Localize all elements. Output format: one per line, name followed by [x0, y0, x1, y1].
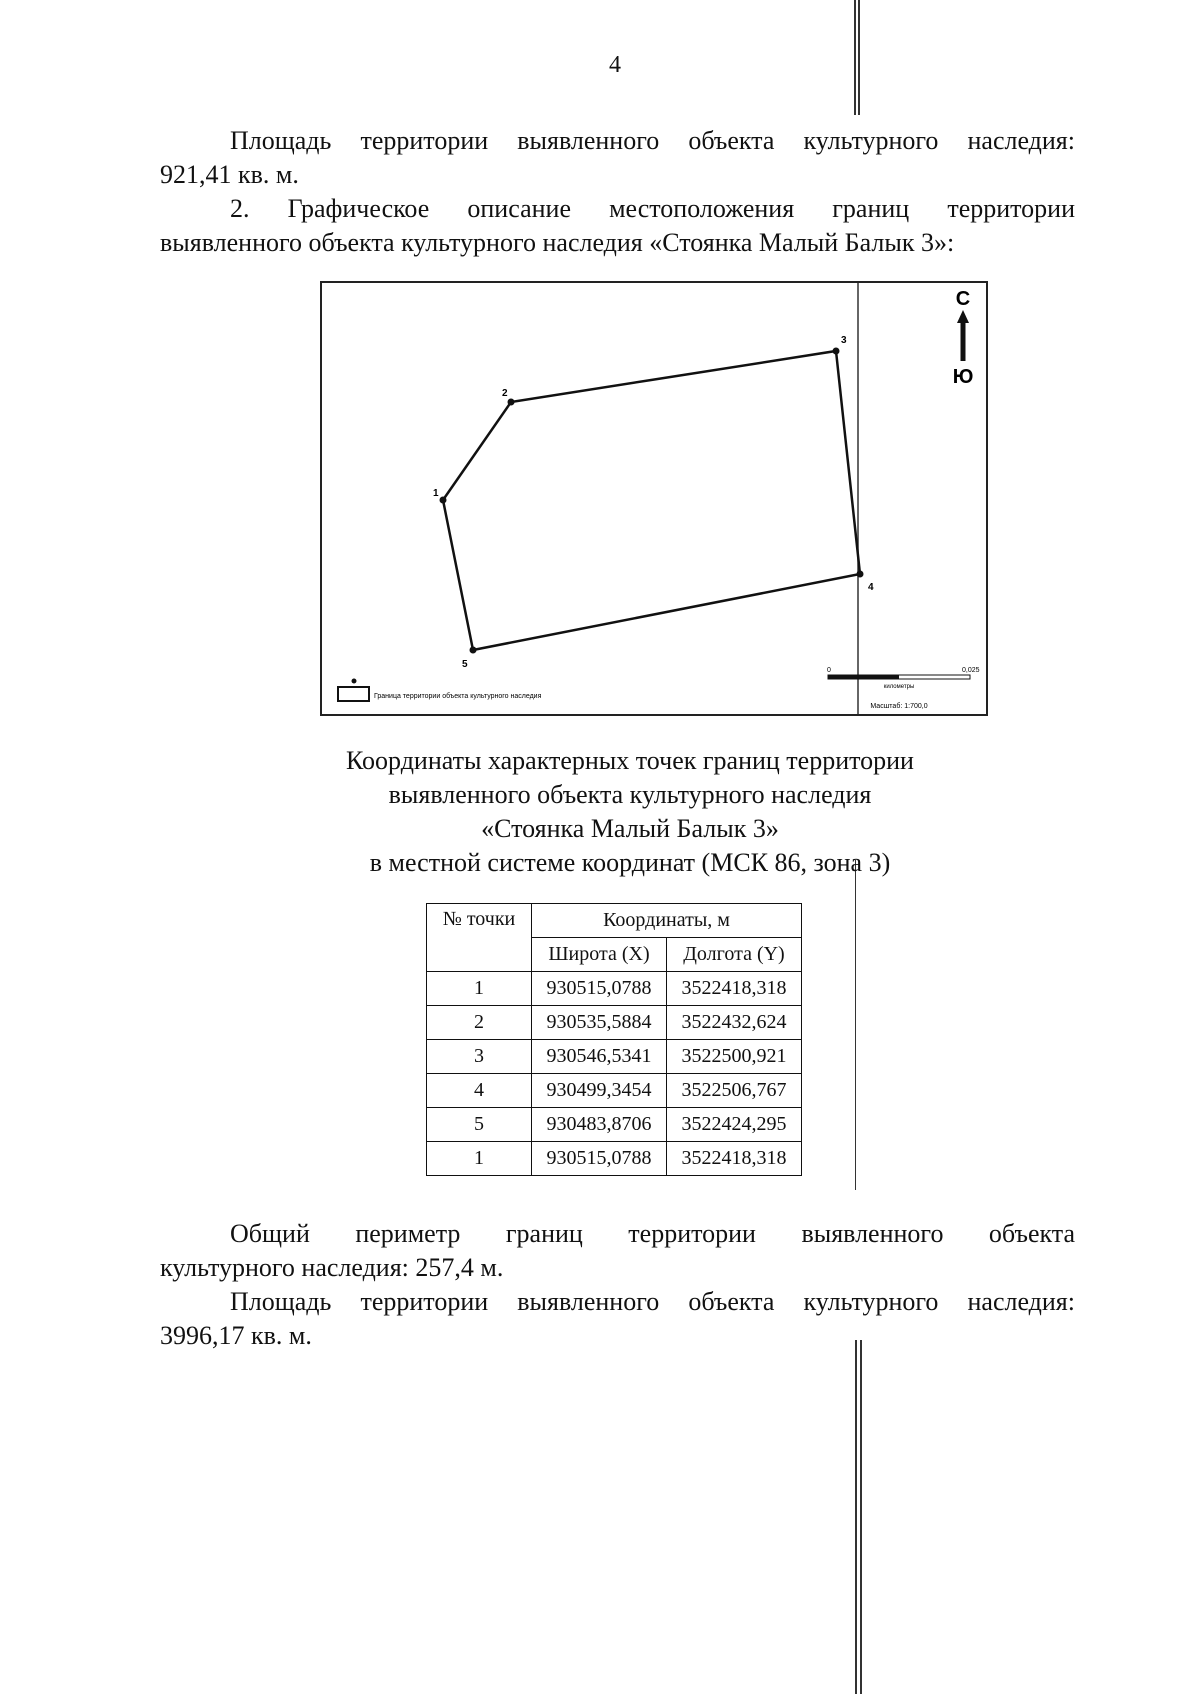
text-line: 921,41 кв. м.: [160, 160, 299, 189]
cell-x: 930535,5884: [532, 1006, 667, 1040]
table-row: [427, 1040, 802, 1074]
cell-y: 3522500,921: [667, 1040, 802, 1074]
table-row: [427, 972, 802, 1006]
table-row: [427, 1074, 802, 1108]
point-label: 3: [841, 335, 847, 346]
scale-end: 0,025: [962, 667, 980, 674]
north-label: С: [955, 288, 971, 310]
text-line: Площадь территории выявленного объекта культурного наследия:: [230, 1287, 1075, 1316]
cell-y: 3522432,624: [667, 1006, 802, 1040]
south-label: Ю: [952, 366, 974, 388]
text-line: выявленного объекта культурного наследия «Стоянка Малый Балык 3»:: [160, 228, 955, 257]
text-line: Общий периметр границ территории выявленного объекта: [230, 1219, 1075, 1248]
cell-point: 1: [427, 972, 532, 1006]
cell-point: 3: [427, 1040, 532, 1074]
scan-artifact-line: [855, 1340, 857, 1694]
paragraph-perimeter: [160, 1217, 1075, 1285]
point-label: 2: [502, 388, 508, 399]
boundary-point-4: [857, 571, 864, 578]
north-arrow-icon: [953, 288, 974, 388]
cell-y: 3522424,295: [667, 1108, 802, 1142]
boundary-point-2: [508, 399, 515, 406]
legend-swatch: [338, 687, 369, 701]
point-label: 1: [433, 488, 439, 499]
point-label: 4: [868, 582, 874, 593]
coordinates-table: [426, 903, 802, 1176]
caption-line: «Стоянка Малый Балык 3»: [481, 814, 779, 843]
caption-line: выявленного объекта культурного наследия: [388, 780, 872, 809]
paragraph-area: [160, 1285, 1075, 1353]
text-line: культурного наследия: 257,4 м.: [160, 1253, 504, 1282]
table-row: [427, 1142, 802, 1176]
header-longitude: Долгота (Y): [667, 938, 802, 972]
cell-y: 3522418,318: [667, 1142, 802, 1176]
cell-point: 1: [427, 1142, 532, 1176]
header-coordinates: Координаты, м: [532, 904, 802, 938]
caption-line: в местной системе координат (МСК 86, зона 3): [369, 848, 891, 877]
text-line: Площадь территории выявленного объекта культурного наследия:: [230, 126, 1075, 155]
scan-artifact-line: [855, 860, 856, 1190]
cell-y: 3522418,318: [667, 972, 802, 1006]
point-label: 5: [462, 659, 468, 670]
boundary-point-5: [470, 647, 477, 654]
scale-start: 0: [827, 667, 831, 674]
cell-x: 930546,5341: [532, 1040, 667, 1074]
cell-point: 2: [427, 1006, 532, 1040]
page-number: 4: [609, 52, 621, 78]
paragraph-graphic-description: [160, 192, 1075, 260]
boundary-map: [320, 281, 988, 716]
boundary-point-1: [440, 497, 447, 504]
cell-x: 930499,3454: [532, 1074, 667, 1108]
legend-label: Граница территории объекта культурного наследия: [374, 693, 542, 700]
map-canvas: [322, 283, 986, 714]
cell-x: 930483,8706: [532, 1108, 667, 1142]
map-legend: [338, 679, 542, 702]
caption-line: Координаты характерных точек границ территории: [346, 746, 914, 775]
cell-point: 5: [427, 1108, 532, 1142]
table-row: [427, 1006, 802, 1040]
text-line: 3996,17 кв. м.: [160, 1321, 312, 1350]
cell-y: 3522506,767: [667, 1074, 802, 1108]
scale-bar: [827, 667, 980, 710]
cell-x: 930515,0788: [532, 972, 667, 1006]
cell-point: 4: [427, 1074, 532, 1108]
paragraph-previous-area: [160, 124, 1075, 192]
table-row: [427, 1108, 802, 1142]
legend-marker-icon: [352, 679, 357, 684]
scan-artifact-line: [860, 1340, 862, 1694]
text-line: 2. Графическое описание местоположения границ территории: [230, 194, 1075, 223]
header-point-number: № точки: [427, 904, 532, 972]
table-caption: [240, 744, 1020, 880]
header-latitude: Широта (X): [532, 938, 667, 972]
scale-unit: километры: [883, 684, 915, 690]
scale-ratio: Масштаб: 1:700,0: [870, 703, 928, 710]
boundary-point-3: [833, 348, 840, 355]
cell-x: 930515,0788: [532, 1142, 667, 1176]
